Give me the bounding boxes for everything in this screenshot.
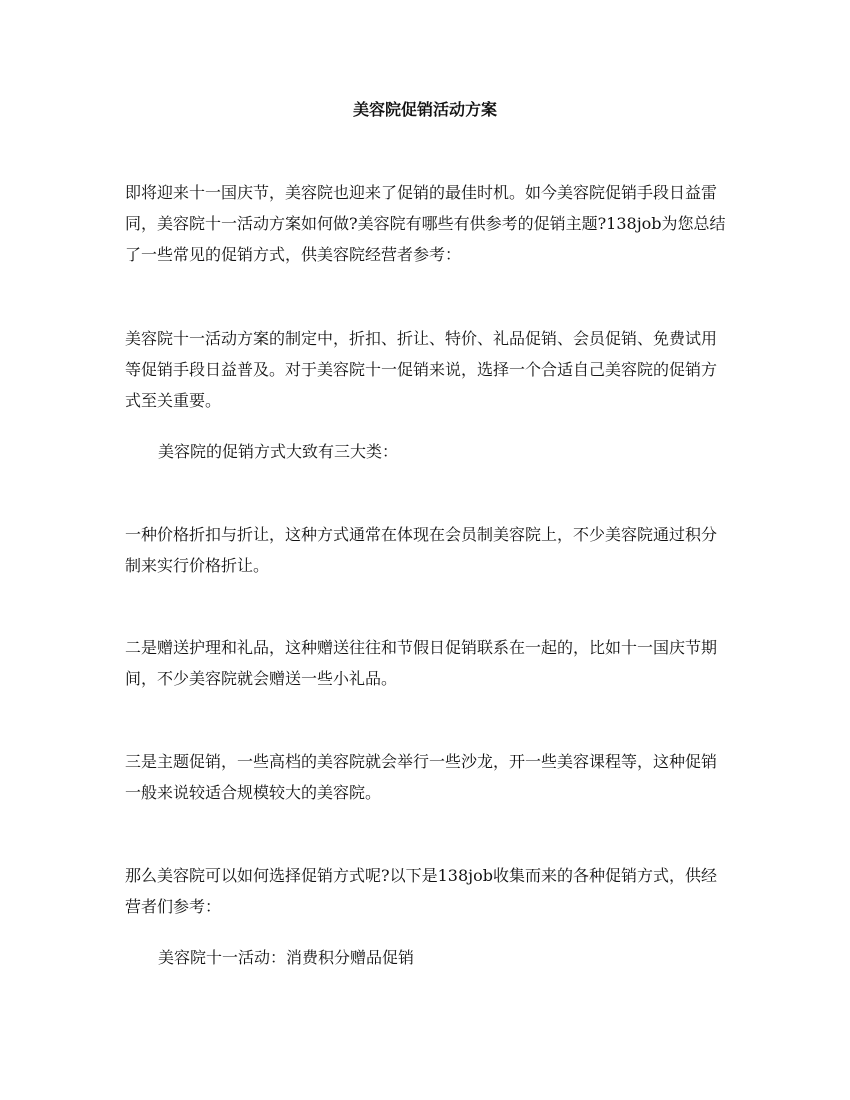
- gift-paragraph: 二是赠送护理和礼品，这种赠送往往和节假日促销联系在一起的，比如十一国庆节期间，不少美容院就会赠送一些小礼品。: [125, 638, 718, 688]
- categories-heading: 美容院的促销方式大致有三大类：: [158, 442, 399, 461]
- selection-paragraph: 那么美容院可以如何选择促销方式呢?以下是138job收集而来的各种促销方式，供经营者们参考：: [125, 866, 717, 916]
- intro-paragraph: 即将迎来十一国庆节，美容院也迎来了促销的最佳时机。如今美容院促销手段日益雷同，美容院十一活动方案如何做?美容院有哪些有供参考的促销主题?138job为您总结了一些常见的促销方式，供美容院经营者参考：: [125, 183, 726, 264]
- document-title: 美容院促销活动方案: [352, 100, 497, 119]
- planning-paragraph: 美容院十一活动方案的制定中，折扣、折让、特价、礼品促销、会员促销、免费试用等促销手段日益普及。对于美容院十一促销来说，选择一个合适自己美容院的促销方式至关重要。: [125, 329, 718, 410]
- theme-promotion-paragraph: 三是主题促销，一些高档的美容院就会举行一些沙龙，开一些美容课程等，这种促销一般来说较适合规模较大的美容院。: [125, 752, 718, 802]
- section-heading: 美容院十一活动：消费积分赠品促销: [158, 948, 415, 967]
- price-discount-paragraph: 一种价格折扣与折让，这种方式通常在体现在会员制美容院上，不少美容院通过积分制来实行价格折让。: [125, 525, 718, 575]
